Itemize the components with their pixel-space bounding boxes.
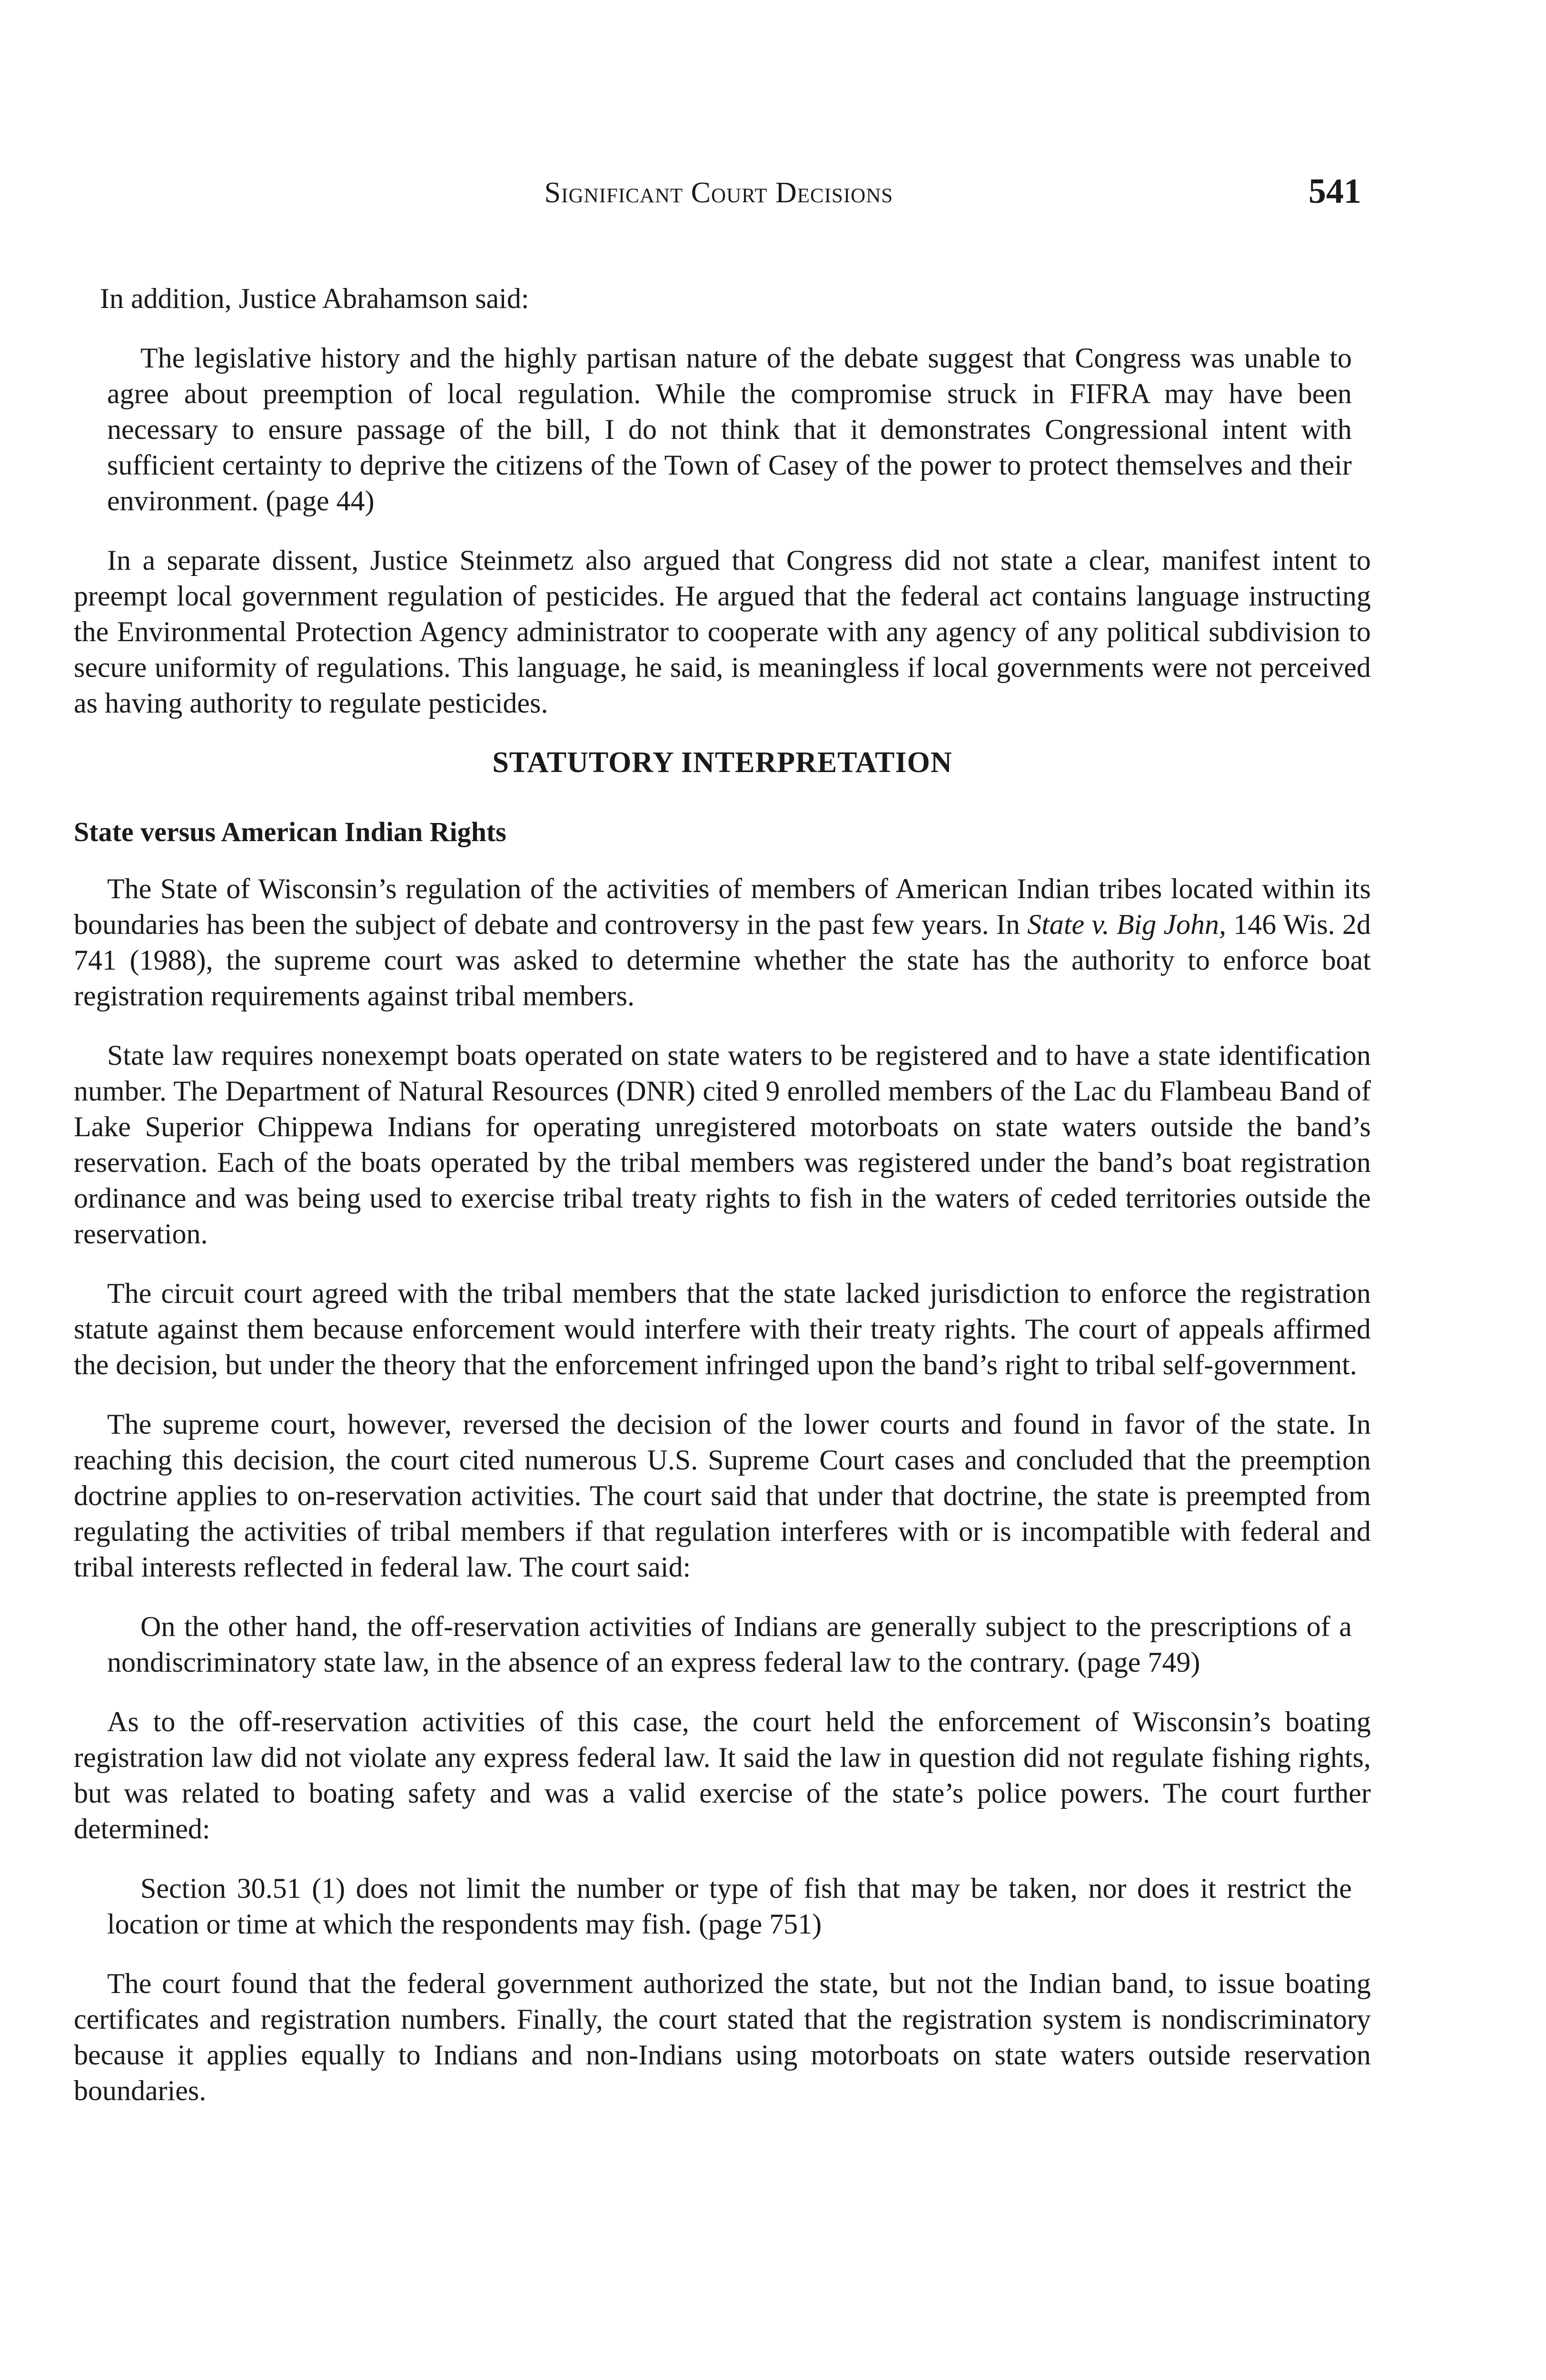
final-paragraph: The court found that the federal government authorized the state, but not the Indian band, to issue boating certificates and registration numbers. Finally, the court stated that the registration system is nondiscriminatory because it applies equally to Indians and non-Indians using motorboats on state waters outside reservation boundaries. (74, 1968, 1371, 2106)
intro-paragraph: In addition, Justice Abrahamson said: (100, 283, 529, 314)
supreme-court-paragraph: The supreme court, however, reversed the decision of the lower courts and found in favor of the state. In reaching this decision, the court cited numerous U.S. Supreme Court cases and concluded that the preemption doctrine applies to on-reservation activities. The court said that under that doctrine, the state is preempted from regulating the activities of tribal members if that regulation interferes with or is incompatible with federal and tribal interests reflected in federal law. The court said: (74, 1408, 1371, 1583)
running-head: Significant Court Decisions (544, 177, 893, 209)
circuit-court-paragraph: The circuit court agreed with the tribal members that the state lacked jurisdiction to enforce the registration statute against them because enforcement would interfere with their treaty rights. The court of appeals affirmed the decision, but under the theory that the enforcement infringed upon the band’s right to tribal self-government. (74, 1278, 1371, 1380)
steinmetz-paragraph: In a separate dissent, Justice Steinmetz also argued that Congress did not state a clear, manifest intent to preempt local government regulation of pesticides. He argued that the federal act contains language instructing the Environmental Protection Agency administrator to cooperate with any agency of any political subdivision to secure uniformity of regulations. This language, he said, is meaningless if local governments were not perceived as having authority to regulate pesticides. (74, 545, 1371, 719)
page-header (76, 172, 1361, 233)
case-name: State v. Big John, (1027, 909, 1227, 940)
wisconsin-paragraph-end: 146 Wis. 2d 741 (1988), the supreme court was asked to determine whether the state has the authority to enforce boat registration requirements against tribal members. (74, 909, 1371, 1012)
wisconsin-paragraph (74, 871, 1371, 1014)
section-30-51-quote: Section 30.51 (1) does not limit the number or type of fish that may be taken, nor does it restrict the location or time at which the respondents may fish. (page 751) (107, 1873, 1352, 1940)
subheading: State versus American Indian Rights (74, 816, 506, 847)
off-reservation-quote: On the other hand, the off-reservation activities of Indians are generally subject to the prescriptions of a nondiscriminatory state law, in the absence of an express federal law to the contrary. (page 749) (107, 1611, 1352, 1678)
section-heading: STATUTORY INTERPRETATION (492, 746, 952, 779)
wisconsin-paragraph-start: The State of Wisconsin’s regulation of the activities of members of American Indian tribes located within its boundaries has been the subject of debate and controversy in the past few years. In (74, 873, 1371, 940)
state-law-paragraph: State law requires nonexempt boats operated on state waters to be registered and to have a state identification number. The Department of Natural Resources (DNR) cited 9 enrolled members of the Lac du Flambeau Band of Lake Superior Chippewa Indians for operating unregistered motorboats on state waters outside the band’s reservation. Each of the boats operated by the tribal members was registered under the band’s boat registration ordinance and was being used to exercise tribal treaty rights to fish in the waters of ceded territories outside the reservation. (74, 1040, 1371, 1250)
page-number: 541 (1308, 172, 1361, 211)
page-body (74, 281, 1371, 2132)
off-reservation-paragraph: As to the off-reservation activities of this case, the court held the enforcement of Wisconsin’s boating registration law did not violate any express federal law. It said the law in question did not regulate fishing rights, but was related to boating safety and was a valid exercise of the state’s police powers. The court further determined: (74, 1706, 1371, 1844)
abrahamson-quote: The legislative history and the highly partisan nature of the debate suggest that Congress was unable to agree about preemption of local regulation. While the compromise struck in FIFRA may have been necessary to ensure passage of the bill, I do not think that it demonstrates Congressional intent with sufficient certainty to deprive the citizens of the Town of Casey of the power to protect themselves and their environment. (page 44) (107, 342, 1352, 516)
